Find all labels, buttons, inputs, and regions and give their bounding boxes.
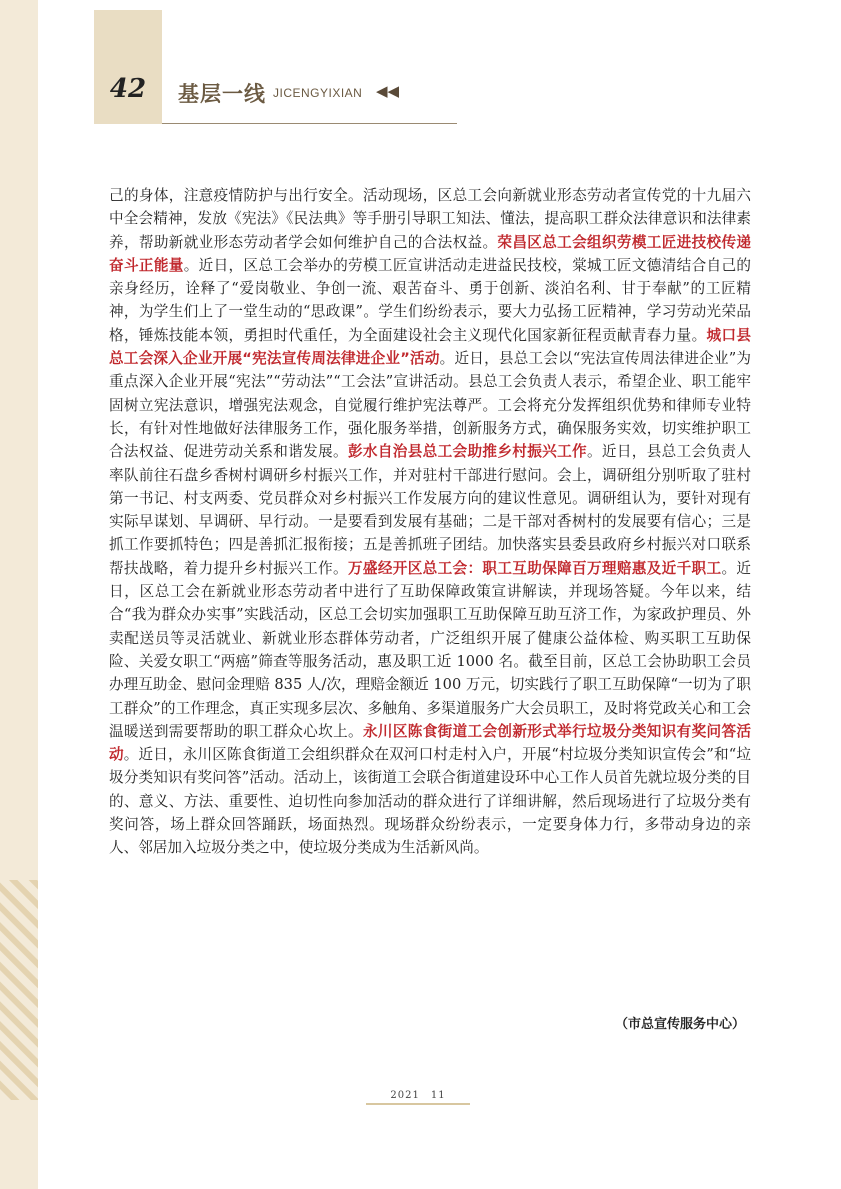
article-body bbox=[109, 184, 751, 860]
header-page-tab bbox=[94, 10, 162, 124]
footer-underline bbox=[366, 1103, 470, 1105]
page-number: 42 bbox=[109, 74, 147, 104]
headline-pengshui: 彭水自治县总工会助推乡村振兴工作 bbox=[348, 443, 587, 461]
body-text-segment: 己的身体，注意疫情防护与出行安全。活动现场，区总工会向新就业形态劳动者宣传党的十九届六中全会精神，发放《宪法》《民法典》等手册引导职工知法、懂法，提高职工群众法律意识和法律素养，帮助新就业形态劳动者学会如何维护自己的合法权益。 bbox=[109, 187, 751, 251]
body-text-segment: 。近日，县总工会负责人率队前往石盘乡香树村调研乡村振兴工作，并对驻村干部进行慰问。会上，调研组分别听取了驻村第一书记、村支两委、党员群众对乡村振兴工作发展方向的建议性意见。调研组认为，要针对现有实际早谋划、早调研、早行动。一是要看到发展有基础；二是干部对香树村的发展要有信心；三是抓工作要抓特色；四是善抓汇报衔接；五是善抓班子团结。加快落实县委县政府乡村振兴对口联系帮扶战略，着力提升乡村振兴工作。 bbox=[109, 443, 751, 577]
diagonal-stripes-decoration bbox=[0, 0, 38, 1189]
header-divider bbox=[162, 123, 457, 124]
left-decorative-strip bbox=[0, 0, 38, 1189]
body-text-segment: 。近日，区总工会在新就业形态劳动者中进行了互助保障政策宣讲解读，并现场答疑。今年以来，结合“我为群众办实事”实践活动，区总工会切实加强职工互助保障互助互济工作，为家政护理员、外卖配送员等灵活就业、新就业形态群体劳动者，广泛组织开展了健康公益体检、购买职工互助保险、关爱女职工“两癌”筛查等服务活动，惠及职工近 1000 名。截至目前，区总工会协助职工会员办理互助金、慰问金理赔 835 人/次，理赔金额近 100 万元，切实践行了职工互助保障“一切为了职工群众”的工作理念，真正实现多层次、多触角、多渠道服务广大会员职工，及时将党政关心和工会温暖送到需要帮助的职工群众心坎上。 bbox=[109, 559, 751, 740]
headline-wansheng: 万盛经开区总工会：职工互助保障百万理赔惠及近千职工 bbox=[348, 559, 722, 577]
source-attribution: （市总宣传服务中心） bbox=[614, 1017, 745, 1032]
headline-yongchuan: 永川区陈食街道工会创新形式举行垃圾分类知识有奖问答活动 bbox=[109, 722, 751, 764]
footer-issue: 2021 11 bbox=[390, 1090, 446, 1101]
body-text-segment: 。近日，区总工会举办的劳模工匠宣讲活动走进益民技校，棠城工匠文德清结合自己的亲身经历，诠释了“爱岗敬业、争创一流、艰苦奋斗、勇于创新、淡泊名利、甘于奉献”的工匠精神，为学生们上了一堂生动的“思政课”。学生们纷纷表示，要大力弘扬工匠精神，学习劳动光荣品格，锤炼技能本领，勇担时代重任，为全面建设社会主义现代化国家新征程贡献青春力量。 bbox=[109, 256, 751, 344]
headline-rongchang: 荣昌区总工会组织劳模工匠进技校传递奋斗正能量 bbox=[109, 233, 751, 274]
headline-chengkou: 城口县总工会深入企业开展“宪法宣传周法律进企业”活动 bbox=[109, 326, 751, 368]
body-text-segment: 。近日，县总工会以“宪法宣传周法律进企业”为重点深入企业开展“宪法”“劳动法”“工会法”宣讲活动。县总工会负责人表示，希望企业、职工能牢固树立宪法意识，增强宪法观念，自觉履行维护宪法尊严。工会将充分发挥组织优势和律师专业特长，有针对性地做好法律服务工作，强化服务举措，创新服务方式，确保服务实效，切实维护职工合法权益、促进劳动关系和谐发展。 bbox=[109, 350, 751, 461]
section-title: 基层一线 bbox=[178, 82, 266, 106]
article-paragraph bbox=[109, 184, 751, 860]
body-text-segment: 。近日，永川区陈食街道工会组织群众在双河口村走村入户，开展“村垃圾分类知识宣传会”和“垃圾分类知识有奖问答”活动。活动上，该街道工会联合街道建设环中心工作人员首先就垃圾分类的目的、意义、方法、重要性、迫切性向参加活动的群众进行了详细讲解，然后现场进行了垃圾分类有奖问答，场上群众回答踊跃，场面热烈。现场群众纷纷表示，一定要身体力行，多带动身边的亲人、邻居加入垃圾分类之中，使垃圾分类成为生活新风尚。 bbox=[109, 746, 751, 857]
double-arrow-left-icon: ◀◀ bbox=[376, 82, 400, 100]
section-pinyin: JICENGYIXIAN bbox=[273, 86, 363, 100]
